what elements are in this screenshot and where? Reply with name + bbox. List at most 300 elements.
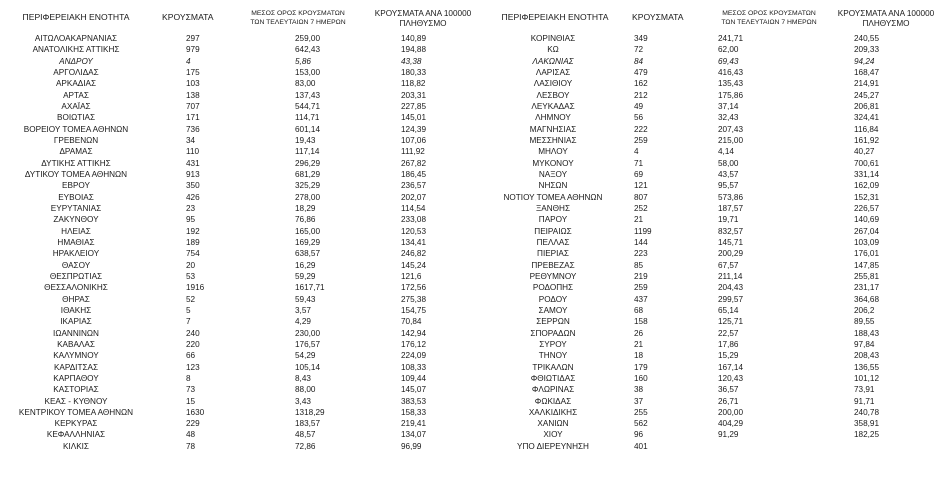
- table-row: [474, 33, 948, 44]
- cases-cell: 21: [634, 215, 644, 225]
- avg-cell: 325,29: [295, 181, 321, 191]
- per100k-cell: 103,09: [854, 237, 880, 247]
- table-row: [474, 203, 948, 214]
- avg-cell: 15,29: [718, 351, 739, 361]
- per100k-cell: 121,6: [401, 271, 422, 281]
- per100k-cell: 188,43: [854, 328, 880, 338]
- table-row: [474, 294, 948, 305]
- per100k-cell: 111,92: [401, 147, 425, 157]
- per100k-cell: 331,14: [854, 169, 880, 179]
- per100k-cell: 203,31: [401, 90, 427, 100]
- avg-cell: 601,14: [295, 124, 321, 134]
- per100k-cell: 240,78: [854, 407, 880, 417]
- avg-cell: 8,43: [295, 373, 311, 383]
- cases-cell: 426: [186, 192, 200, 202]
- cases-cell: 979: [186, 45, 200, 55]
- table-row: [474, 169, 948, 180]
- per100k-cell: 231,17: [854, 283, 880, 293]
- avg-cell: 165,00: [295, 226, 321, 236]
- region-cell: ΑΧΑΪΑΣ: [61, 101, 91, 111]
- region-cell: ΡΕΘΥΜΝΟΥ: [529, 271, 577, 281]
- table-row: [0, 294, 474, 305]
- header-region: ΠΕΡΙΦΕΡΕΙΑΚΗ ΕΝΟΤΗΤΑ: [501, 12, 609, 22]
- per100k-cell: 236,57: [401, 181, 427, 191]
- cases-cell: 192: [186, 226, 200, 236]
- region-cell: ΒΟΙΩΤΙΑΣ: [56, 113, 96, 123]
- per100k-cell: 208,43: [854, 351, 880, 361]
- cases-cell: 84: [634, 56, 644, 66]
- region-cell: ΙΚΑΡΙΑΣ: [60, 317, 92, 327]
- per100k-cell: 161,92: [854, 135, 880, 145]
- avg-cell: 176,57: [295, 339, 321, 349]
- region-cell: ΡΟΔΟΠΗΣ: [532, 283, 574, 293]
- cases-cell: 158: [634, 317, 648, 327]
- cases-cell: 21: [634, 339, 644, 349]
- header-per100k-line2: ΠΛΗΘΥΣΜΟ: [399, 19, 447, 28]
- region-cell: ΕΥΒΟΙΑΣ: [58, 192, 94, 202]
- cases-cell: 437: [634, 294, 648, 304]
- cases-cell: 85: [634, 260, 644, 270]
- table-row: [474, 56, 948, 67]
- table-row: [0, 124, 474, 135]
- region-cell: ΧΑΛΚΙΔΙΚΗΣ: [528, 407, 578, 417]
- per100k-cell: 364,68: [854, 294, 880, 304]
- cases-cell: 160: [634, 373, 648, 383]
- region-cell: ΑΝΔΡΟΥ: [59, 56, 93, 66]
- per100k-cell: 107,06: [401, 135, 427, 145]
- table-row: [0, 384, 474, 395]
- cases-cell: 103: [186, 79, 200, 89]
- table-row: [474, 192, 948, 203]
- avg-cell: 59,29: [295, 271, 316, 281]
- region-cell: ΤΡΙΚΑΛΩΝ: [532, 362, 574, 372]
- table-row: [0, 418, 474, 429]
- avg-cell: 22,57: [718, 328, 739, 338]
- region-cell: ΛΕΥΚΑΔΑΣ: [531, 101, 575, 111]
- region-cell: ΦΘΙΩΤΙΔΑΣ: [530, 373, 576, 383]
- header-cases: ΚΡΟΥΣΜΑΤΑ: [162, 12, 214, 22]
- region-cell: ΘΕΣΠΡΩΤΙΑΣ: [49, 271, 103, 281]
- table-row: [474, 339, 948, 350]
- avg-cell: 241,71: [718, 34, 744, 43]
- table-row: [474, 101, 948, 112]
- avg-cell: 95,57: [718, 181, 739, 191]
- header-per100k-line2: ΠΛΗΘΥΣΜΟ: [862, 19, 910, 28]
- table-row: [474, 305, 948, 316]
- region-cell: ΡΟΔΟΥ: [538, 294, 568, 304]
- table-row: [474, 328, 948, 339]
- avg-cell: 1318,29: [295, 407, 325, 417]
- avg-cell: 19,43: [295, 135, 316, 145]
- table-row: [0, 339, 474, 350]
- avg-cell: 17,86: [718, 339, 739, 349]
- avg-cell: 137,43: [295, 90, 321, 100]
- header-per100k: [830, 9, 942, 29]
- cases-cell: 69: [634, 169, 644, 179]
- avg-cell: 135,43: [718, 79, 744, 89]
- cases-cell: 297: [186, 34, 200, 43]
- region-cell: ΥΠΟ ΔΙΕΡΕΥΝΗΣΗ: [517, 441, 589, 451]
- region-cell: ΗΡΑΚΛΕΙΟΥ: [52, 249, 100, 259]
- region-cell: ΝΟΤΙΟΥ ΤΟΜΕΑ ΑΘΗΝΩΝ: [503, 192, 603, 202]
- table-row: [474, 407, 948, 418]
- per100k-cell: 206,2: [854, 305, 875, 315]
- region-cell: ΓΡΕΒΕΝΩΝ: [53, 135, 99, 145]
- per100k-cell: 267,04: [854, 226, 880, 236]
- avg-cell: 153,00: [295, 67, 321, 77]
- per100k-cell: 40,27: [854, 147, 875, 157]
- avg-cell: 169,29: [295, 237, 321, 247]
- cases-cell: 707: [186, 101, 200, 111]
- header-region: ΠΕΡΙΦΕΡΕΙΑΚΗ ΕΝΟΤΗΤΑ: [22, 12, 130, 22]
- avg-cell: 175,86: [718, 90, 744, 100]
- region-cell: ΠΕΛΛΑΣ: [536, 237, 570, 247]
- cases-cell: 179: [634, 362, 648, 372]
- cases-cell: 4: [634, 147, 639, 157]
- table-row: [474, 135, 948, 146]
- region-cell: ΣΠΟΡΑΔΩΝ: [530, 328, 576, 338]
- avg-cell: 125,71: [718, 317, 744, 327]
- table-row: [0, 78, 474, 89]
- avg-cell: 32,43: [718, 113, 739, 123]
- per100k-cell: 145,07: [401, 385, 427, 395]
- per100k-cell: 108,33: [401, 362, 427, 372]
- avg-cell: 278,00: [295, 192, 321, 202]
- table-row: [0, 203, 474, 214]
- region-cell: ΚΑΣΤΟΡΙΑΣ: [53, 385, 99, 395]
- region-cell: ΛΕΣΒΟΥ: [536, 90, 570, 100]
- per100k-cell: 124,39: [401, 124, 427, 134]
- cases-cell: 1916: [186, 283, 205, 293]
- per100k-cell: 227,85: [401, 101, 427, 111]
- avg-cell: 105,14: [295, 362, 321, 372]
- avg-cell: 69,43: [718, 56, 739, 66]
- region-cell: ΒΟΡΕΙΟΥ ΤΟΜΕΑ ΑΘΗΝΩΝ: [23, 124, 129, 134]
- table-row: [474, 271, 948, 282]
- region-cell: ΚΕΡΚΥΡΑΣ: [54, 419, 98, 429]
- header-avg-line2: ΤΩΝ ΤΕΛΕΥΤΑΙΩΝ 7 ΗΜΕΡΩΝ: [250, 18, 346, 26]
- region-cell: ΛΑΡΙΣΑΣ: [535, 67, 571, 77]
- avg-cell: 207,43: [718, 124, 744, 134]
- cases-cell: 20: [186, 260, 196, 270]
- cases-cell: 562: [634, 419, 648, 429]
- region-cell: ΔΥΤΙΚΟΥ ΤΟΜΕΑ ΑΘΗΝΩΝ: [24, 169, 128, 179]
- region-cell: ΘΗΡΑΣ: [62, 294, 90, 304]
- cases-cell: 220: [186, 339, 200, 349]
- table-row: [0, 226, 474, 237]
- cases-cell: 34: [186, 135, 196, 145]
- region-cell: ΗΛΕΙΑΣ: [61, 226, 91, 236]
- cases-cell: 138: [186, 90, 200, 100]
- region-cell: ΧΙΟΥ: [543, 430, 563, 440]
- per100k-cell: 275,38: [401, 294, 427, 304]
- region-cell: ΕΒΡΟΥ: [62, 181, 90, 191]
- avg-cell: 4,14: [718, 147, 734, 157]
- cases-cell: 240: [186, 328, 200, 338]
- table-row: [474, 362, 948, 373]
- table-row: [0, 248, 474, 259]
- cases-cell: 18: [634, 351, 644, 361]
- table-row: [474, 282, 948, 293]
- per100k-cell: 89,55: [854, 317, 875, 327]
- cases-cell: 48: [186, 430, 196, 440]
- cases-cell: 212: [634, 90, 648, 100]
- avg-cell: 67,57: [718, 260, 739, 270]
- avg-cell: 167,14: [718, 362, 744, 372]
- avg-cell: 832,57: [718, 226, 744, 236]
- cases-cell: 53: [186, 271, 196, 281]
- table-row: [474, 260, 948, 271]
- table-row: [0, 90, 474, 101]
- cases-cell: 1199: [634, 226, 652, 236]
- cases-cell: 110: [186, 147, 200, 157]
- per100k-cell: 186,45: [401, 169, 427, 179]
- avg-cell: 117,14: [295, 147, 320, 157]
- avg-cell: 76,86: [295, 215, 316, 225]
- per100k-cell: 134,41: [401, 237, 427, 247]
- avg-cell: 416,43: [718, 67, 744, 77]
- per100k-cell: 240,55: [854, 34, 880, 43]
- per100k-cell: 147,85: [854, 260, 880, 270]
- avg-cell: 573,86: [718, 192, 744, 202]
- avg-cell: 91,29: [718, 430, 739, 440]
- per100k-cell: 134,07: [401, 430, 427, 440]
- region-cell: ΚΟΡΙΝΘΙΑΣ: [530, 34, 576, 43]
- region-cell: ΑΝΑΤΟΛΙΚΗΣ ΑΤΤΙΚΗΣ: [32, 45, 120, 55]
- cases-cell: 121: [634, 181, 648, 191]
- region-cell: ΚΑΡΠΑΘΟΥ: [53, 373, 99, 383]
- cases-cell: 52: [186, 294, 196, 304]
- cases-cell: 349: [634, 34, 648, 43]
- cases-cell: 1630: [186, 407, 205, 417]
- avg-cell: 16,29: [295, 260, 316, 270]
- cases-cell: 38: [634, 385, 644, 395]
- avg-cell: 187,57: [718, 203, 744, 213]
- region-cell: ΑΡΚΑΔΙΑΣ: [55, 79, 97, 89]
- per100k-cell: 202,07: [401, 192, 427, 202]
- table-row: [474, 226, 948, 237]
- avg-cell: 43,57: [718, 169, 739, 179]
- region-cell: ΠΡΕΒΕΖΑΣ: [531, 260, 575, 270]
- table-row: [0, 429, 474, 440]
- table-row: [0, 350, 474, 361]
- cases-cell: 807: [634, 192, 648, 202]
- per100k-cell: 73,91: [854, 385, 875, 395]
- region-cell: ΠΕΙΡΑΙΩΣ: [534, 226, 572, 236]
- cases-cell: 189: [186, 237, 200, 247]
- avg-cell: 230,00: [295, 328, 321, 338]
- table-row: [0, 158, 474, 169]
- region-cell: ΑΡΤΑΣ: [63, 90, 89, 100]
- per100k-cell: 97,84: [854, 339, 875, 349]
- avg-cell: 183,57: [295, 419, 321, 429]
- per100k-cell: 142,94: [401, 328, 427, 338]
- region-cell: ΝΗΣΩΝ: [538, 181, 568, 191]
- cases-cell: 479: [634, 67, 648, 77]
- cases-cell: 7: [186, 317, 191, 327]
- region-cell: ΛΑΚΩΝΙΑΣ: [532, 56, 574, 66]
- per100k-cell: 168,47: [854, 67, 880, 77]
- left-table-header: [0, 0, 474, 33]
- table-row: [0, 305, 474, 316]
- per100k-cell: 214,91: [854, 79, 880, 89]
- per100k-cell: 209,33: [854, 45, 880, 55]
- avg-cell: 4,29: [295, 317, 311, 327]
- avg-cell: 3,43: [295, 396, 311, 406]
- table-row: [474, 78, 948, 89]
- region-cell: ΘΕΣΣΑΛΟΝΙΚΗΣ: [44, 283, 108, 293]
- cases-cell: 68: [634, 305, 644, 315]
- avg-cell: 544,71: [295, 101, 321, 111]
- table-row: [0, 316, 474, 327]
- table-row: [474, 44, 948, 55]
- table-row: [0, 169, 474, 180]
- per100k-cell: 109,44: [401, 373, 427, 383]
- avg-cell: 120,43: [718, 373, 744, 383]
- table-row: [0, 362, 474, 373]
- avg-cell: 62,00: [718, 45, 739, 55]
- region-cell: ΠΑΡΟΥ: [538, 215, 568, 225]
- per100k-cell: 162,09: [854, 181, 880, 191]
- per100k-cell: 267,82: [401, 158, 427, 168]
- table-row: [0, 237, 474, 248]
- cases-cell: 71: [634, 158, 644, 168]
- avg-cell: 19,71: [718, 215, 739, 225]
- table-row: [474, 441, 948, 452]
- cases-cell: 23: [186, 203, 196, 213]
- per100k-cell: 91,71: [854, 396, 875, 406]
- table-row: [0, 282, 474, 293]
- table-row: [0, 56, 474, 67]
- table-row: [0, 192, 474, 203]
- region-cell: ΚΑΡΔΙΤΣΑΣ: [53, 362, 99, 372]
- cases-cell: 123: [186, 362, 200, 372]
- region-cell: ΚΩ: [547, 45, 559, 55]
- table-row: [474, 124, 948, 135]
- region-cell: ΧΑΝΙΩΝ: [537, 419, 569, 429]
- table-row: [474, 396, 948, 407]
- cases-cell: 15: [186, 396, 196, 406]
- per100k-cell: 101,12: [854, 373, 880, 383]
- header-per100k-line1: ΚΡΟΥΣΜΑΤΑ ΑΝΑ 100000: [374, 9, 472, 18]
- per100k-cell: 154,75: [401, 305, 427, 315]
- table-row: [0, 101, 474, 112]
- header-avg: [248, 10, 348, 27]
- table-row: [474, 429, 948, 440]
- region-cell: ΖΑΚΥΝΘΟΥ: [53, 215, 99, 225]
- table-row: [0, 271, 474, 282]
- cases-cell: 255: [634, 407, 648, 417]
- avg-cell: 36,57: [718, 385, 739, 395]
- table-row: [474, 67, 948, 78]
- per100k-cell: 94,24: [854, 56, 875, 66]
- region-cell: ΠΙΕΡΙΑΣ: [537, 249, 569, 259]
- avg-cell: 18,29: [295, 203, 316, 213]
- header-cases: ΚΡΟΥΣΜΑΤΑ: [632, 12, 684, 22]
- avg-cell: 404,29: [718, 419, 744, 429]
- region-cell: ΕΥΡΥΤΑΝΙΑΣ: [50, 203, 102, 213]
- region-cell: ΚΑΛΥΜΝΟΥ: [53, 351, 99, 361]
- cases-cell: 252: [634, 203, 648, 213]
- table-row: [0, 44, 474, 55]
- avg-cell: 299,57: [718, 294, 744, 304]
- region-cell: ΜΕΣΣΗΝΙΑΣ: [529, 135, 577, 145]
- cases-cell: 222: [634, 124, 648, 134]
- region-cell: ΙΩΑΝΝΙΝΩΝ: [53, 328, 99, 338]
- region-cell: ΦΩΚΙΔΑΣ: [534, 396, 572, 406]
- cases-cell: 4: [186, 56, 191, 66]
- cases-cell: 913: [186, 169, 200, 179]
- avg-cell: 259,00: [295, 34, 321, 43]
- per100k-cell: 96,99: [401, 441, 422, 451]
- table-row: [474, 112, 948, 123]
- per100k-cell: 140,69: [854, 215, 880, 225]
- header-avg-line2: ΤΩΝ ΤΕΛΕΥΤΑΙΩΝ 7 ΗΜΕΡΩΝ: [721, 18, 817, 26]
- region-cell: ΜΥΚΟΝΟΥ: [532, 158, 574, 168]
- region-cell: ΣΥΡΟΥ: [539, 339, 567, 349]
- cases-cell: 56: [634, 113, 644, 123]
- per100k-cell: 120,53: [401, 226, 427, 236]
- per100k-cell: 43,38: [401, 56, 422, 66]
- per100k-cell: 206,81: [854, 101, 880, 111]
- per100k-cell: 219,41: [401, 419, 427, 429]
- table-row: [474, 384, 948, 395]
- avg-cell: 54,29: [295, 351, 316, 361]
- cases-cell: 171: [186, 113, 200, 123]
- cases-cell: 96: [634, 430, 644, 440]
- cases-cell: 219: [634, 271, 648, 281]
- left-rows: [0, 33, 474, 452]
- header-per100k-line1: ΚΡΟΥΣΜΑΤΑ ΑΝΑ 100000: [837, 9, 935, 18]
- table-row: [474, 350, 948, 361]
- table-row: [474, 316, 948, 327]
- table-row: [0, 112, 474, 123]
- table-row: [474, 146, 948, 157]
- cases-cell: 49: [634, 101, 644, 111]
- cases-cell: 259: [634, 283, 648, 293]
- per100k-cell: 158,33: [401, 407, 427, 417]
- avg-cell: 48,57: [295, 430, 316, 440]
- per100k-cell: 140,89: [401, 34, 427, 43]
- table-row: [0, 214, 474, 225]
- per100k-cell: 172,56: [401, 283, 427, 293]
- region-cell: ΦΛΩΡΙΝΑΣ: [531, 385, 575, 395]
- table-row: [474, 373, 948, 384]
- per100k-cell: 700,61: [854, 158, 880, 168]
- region-cell: ΜΑΓΝΗΣΙΑΣ: [529, 124, 577, 134]
- per100k-cell: 70,84: [401, 317, 422, 327]
- avg-cell: 681,29: [295, 169, 321, 179]
- table-row: [474, 180, 948, 191]
- avg-cell: 58,00: [718, 158, 739, 168]
- per100k-cell: 358,91: [854, 419, 880, 429]
- avg-cell: 88,00: [295, 385, 316, 395]
- cases-cell: 229: [186, 419, 200, 429]
- per100k-cell: 246,82: [401, 249, 427, 259]
- avg-cell: 211,14: [718, 271, 743, 281]
- avg-cell: 200,29: [718, 249, 744, 259]
- region-cell: ΘΑΣΟΥ: [61, 260, 91, 270]
- avg-cell: 26,71: [718, 396, 739, 406]
- region-cell: ΚΑΒΑΛΑΣ: [57, 339, 95, 349]
- table-row: [0, 146, 474, 157]
- cases-cell: 259: [634, 135, 648, 145]
- avg-cell: 204,43: [718, 283, 744, 293]
- cases-cell: 736: [186, 124, 200, 134]
- per100k-cell: 182,25: [854, 430, 880, 440]
- per100k-cell: 152,31: [854, 192, 880, 202]
- cases-cell: 78: [186, 441, 196, 451]
